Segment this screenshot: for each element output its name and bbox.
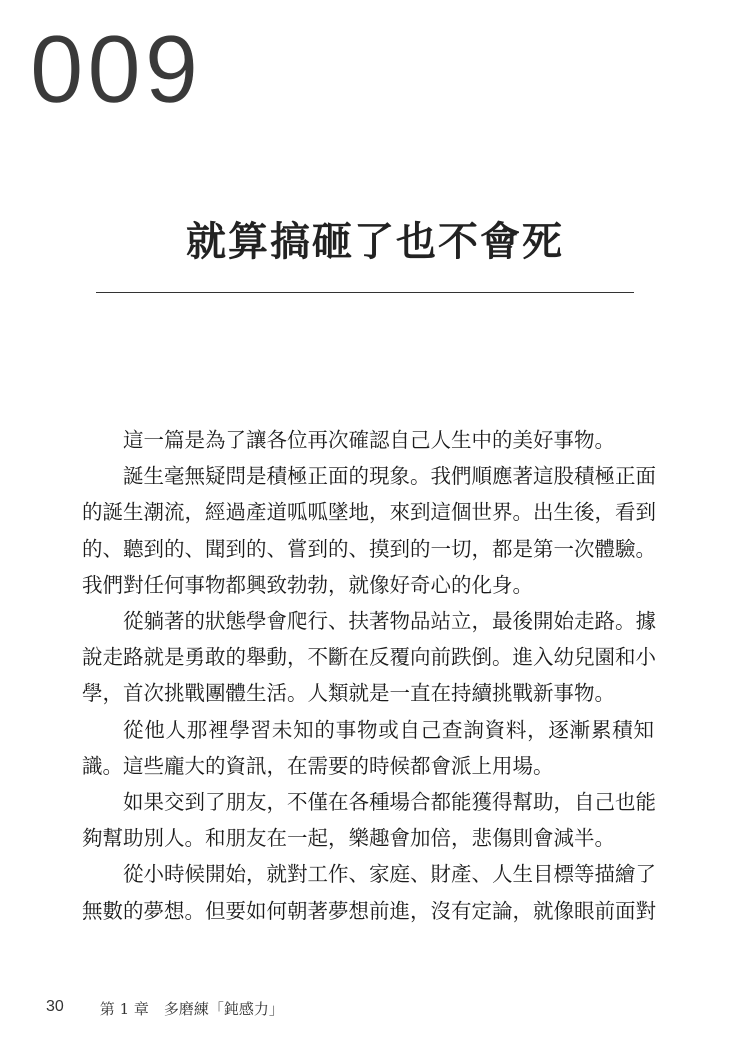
paragraph-5-line-1: 如果交到了朋友，不僅在各種場合都能獲得幫助，自己也能 [123,790,656,815]
paragraph-5-line-2: 夠幫助別人。和朋友在一起，樂趣會加倍，悲傷則會減半。 [82,826,615,851]
paragraph-6-line-2: 無數的夢想。但要如何朝著夢想前進，沒有定論，就像眼前面對 [82,898,656,923]
paragraph-3-line-2: 說走路就是勇敢的舉動，不斷在反覆向前跌倒。進入幼兒園和小 [82,645,656,670]
paragraph-3-line-3: 學，首次挑戰團體生活。人類就是一直在持續挑戰新事物。 [82,681,615,706]
running-header-chapter: 第 1 章 多磨練「鈍感力」 [99,1000,284,1018]
section-number: 009 [30,16,203,123]
paragraph-2-line-1: 誕生毫無疑問是積極正面的現象。我們順應著這股積極正面 [123,464,656,489]
paragraph-6-line-1: 從小時候開始，就對工作、家庭、財產、人生目標等描繪了 [123,862,656,887]
paragraph-2-line-2: 的誕生潮流，經過產道呱呱墜地，來到這個世界。出生後，看到 [82,500,656,525]
paragraph-4-line-1: 從他人那裡學習未知的事物或自己查詢資料，逐漸累積知 [123,717,654,742]
paragraph-2-line-4: 我們對任何事物都興致勃勃，就像好奇心的化身。 [82,572,533,597]
title-divider [96,292,634,293]
page-footer [46,998,284,1019]
paragraph-4-line-2: 識。這些龐大的資訊，在需要的時候都會派上用場。 [82,753,554,778]
body-text [82,422,654,929]
paragraph-2-line-3: 的、聽到的、聞到的、嘗到的、摸到的一切，都是第一次體驗。 [82,536,656,561]
paragraph-3-line-1: 從躺著的狀態學會爬行、扶著物品站立，最後開始走路。據 [123,609,656,634]
paragraph-1-line-1: 這一篇是為了讓各位再次確認自己人生中的美好事物。 [123,428,615,452]
chapter-title: 就算搞砸了也不會死 [186,219,564,265]
page-number: 30 [46,998,64,1015]
